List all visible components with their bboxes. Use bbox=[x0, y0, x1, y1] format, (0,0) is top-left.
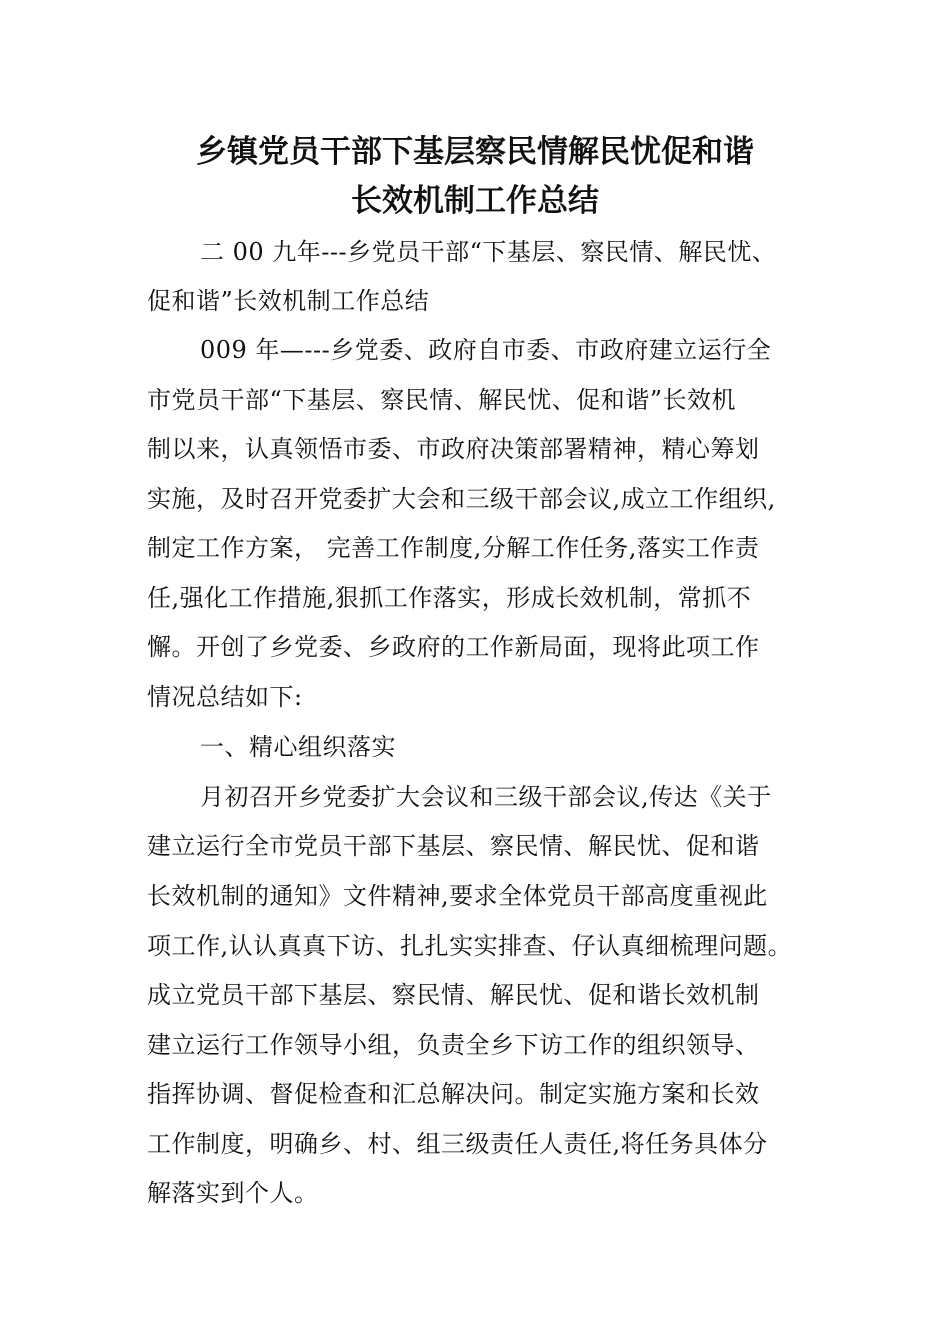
body-line: 月初召开乡党委扩大会议和三级干部会议,传达《关于 bbox=[200, 783, 772, 811]
body-line: 建立运行工作领导小组，负责全乡下访工作的组织领导、 bbox=[147, 1031, 760, 1059]
body-line: 指挥协调、督促检查和汇总解决问。制定实施方案和长效 bbox=[147, 1080, 760, 1108]
body-line: 市党员干部“下基层、察民情、解民忧、促和谐”长效机 bbox=[147, 386, 737, 414]
body-line: 009 年—---乡党委、政府自市委、市政府建立运行全 bbox=[200, 336, 772, 364]
body-line: 制以来，认真领悟市委、市政府决策部署精神，精心筹划 bbox=[147, 435, 760, 463]
body-line: 实施，及时召开党委扩大会和三级干部会议,成立工作组织, bbox=[147, 485, 776, 513]
body-line: 任,强化工作措施,狠抓工作落实，形成长效机制，常抓不 bbox=[147, 584, 752, 612]
body-line: 工作制度，明确乡、村、组三级责任人责任,将任务具体分 bbox=[147, 1130, 768, 1158]
body-line: 成立党员干部下基层、察民情、解民忧、促和谐长效机制 bbox=[147, 981, 760, 1009]
body-line: 制定工作方案， 完善工作制度,分解工作任务,落实工作责 bbox=[147, 534, 760, 562]
body-line: 项工作,认认真真下访、扎扎实实排查、仔认真细梳理问题。 bbox=[147, 932, 793, 960]
section-heading: 一、精心组织落实 bbox=[200, 733, 396, 761]
body-line: 长效机制的通知》文件精神,要求全体党员干部高度重视此 bbox=[147, 882, 768, 910]
document-title-line-2: 长效机制工作总结 bbox=[351, 183, 599, 219]
body-line: 建立运行全市党员干部下基层、察民情、解民忧、促和谐 bbox=[147, 832, 760, 860]
body-line: 二 00 九年---乡党员干部“下基层、察民情、解民忧、 bbox=[200, 238, 777, 266]
body-line: 促和谐”长效机制工作总结 bbox=[147, 287, 430, 315]
body-line: 解落实到个人。 bbox=[147, 1179, 319, 1207]
body-line: 懈。开创了乡党委、乡政府的工作新局面，现将此项工作 bbox=[147, 633, 760, 661]
document-title-line-1: 乡镇党员干部下基层察民情解民忧促和谐 bbox=[196, 134, 754, 170]
body-line: 情况总结如下: bbox=[147, 683, 303, 711]
